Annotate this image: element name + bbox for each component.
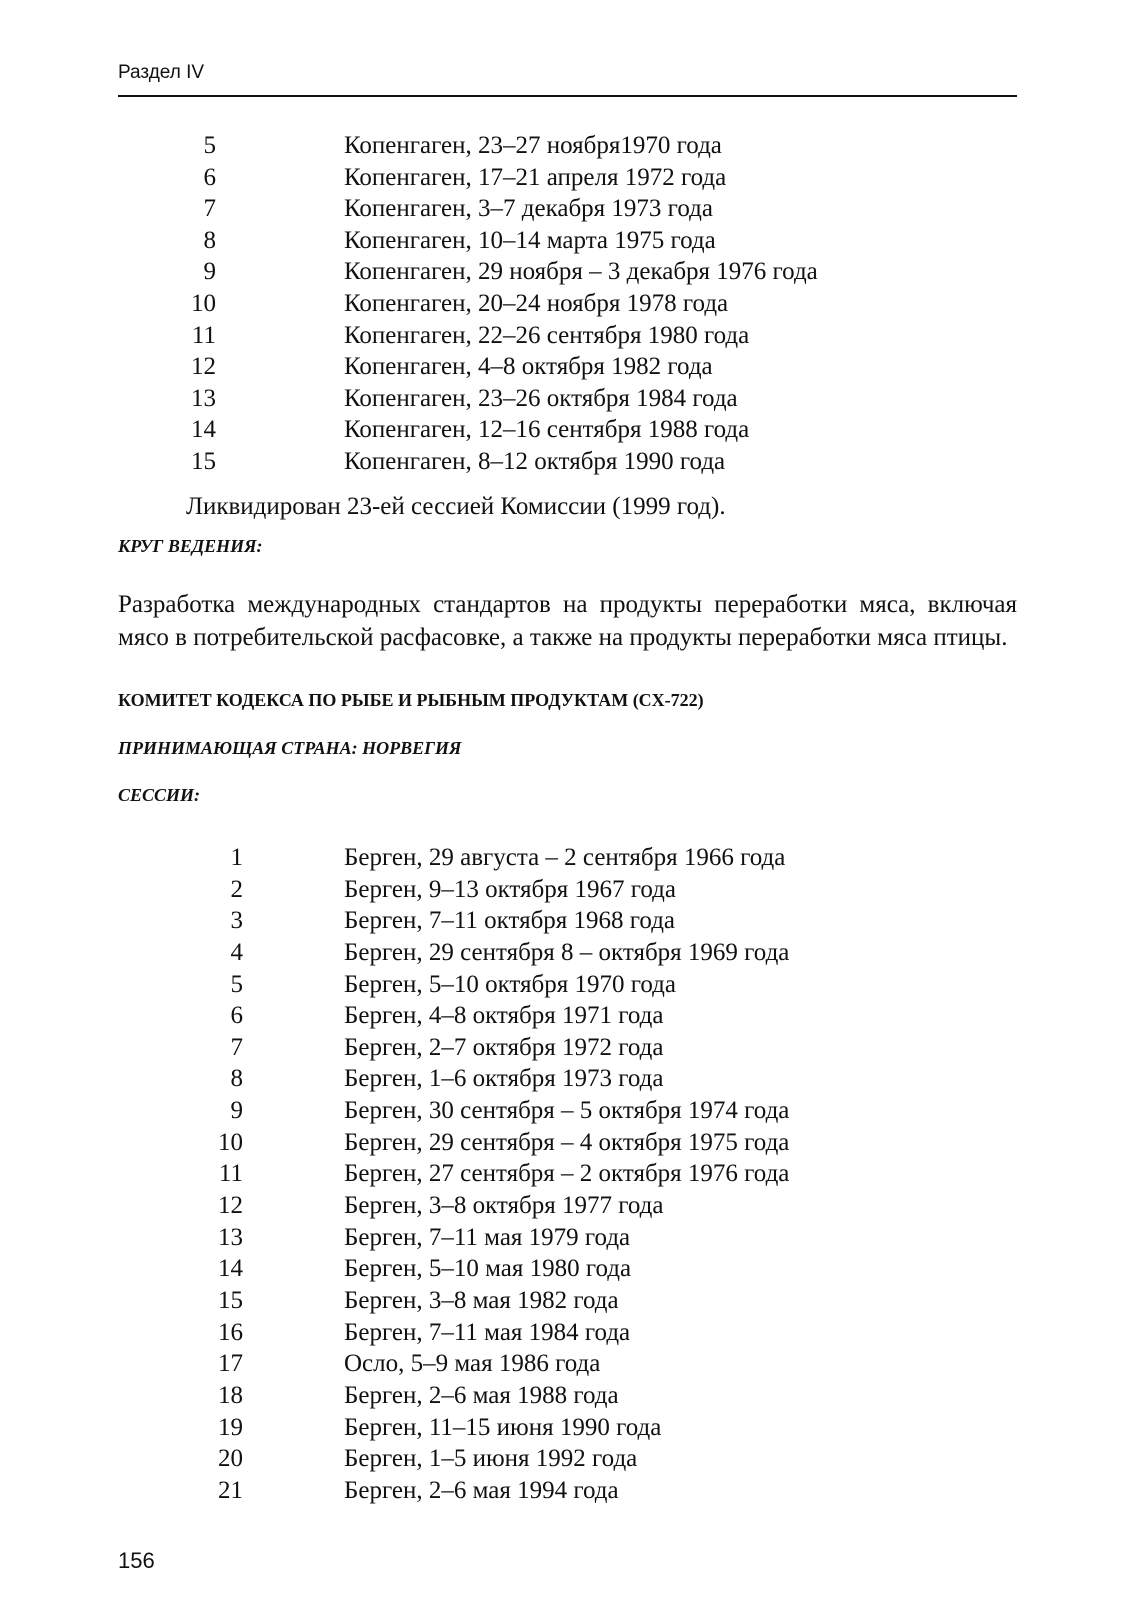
session-row bbox=[0, 1095, 1132, 1127]
session-row bbox=[0, 320, 1132, 352]
session-location-date: Берген, 29 сентября 8 – октября 1969 года bbox=[344, 938, 790, 966]
session-number: 9 bbox=[203, 258, 216, 286]
session-location-date: Копенгаген, 17–21 апреля 1972 года bbox=[344, 163, 727, 191]
session-row bbox=[0, 383, 1132, 415]
committee-heading: КОМИТЕТ КОДЕКСА ПО РЫБЕ И РЫБНЫМ ПРОДУКТАМ (CX-722) bbox=[118, 690, 704, 710]
session-number: 10 bbox=[191, 289, 216, 317]
bergen-sessions-list bbox=[0, 842, 1132, 1506]
session-number: 12 bbox=[191, 353, 216, 381]
copenhagen-sessions-list bbox=[0, 130, 1132, 478]
session-number: 13 bbox=[191, 384, 216, 412]
session-row bbox=[0, 414, 1132, 446]
session-location-date: Копенгаген, 8–12 октября 1990 года bbox=[344, 447, 726, 475]
session-row bbox=[0, 1475, 1132, 1507]
session-row bbox=[0, 225, 1132, 257]
session-row bbox=[0, 842, 1132, 874]
session-number: 15 bbox=[191, 447, 216, 475]
session-row bbox=[0, 1032, 1132, 1064]
session-row bbox=[0, 446, 1132, 478]
session-number: 17 bbox=[218, 1350, 243, 1378]
session-row bbox=[0, 874, 1132, 906]
session-number: 8 bbox=[203, 226, 216, 254]
session-number: 20 bbox=[218, 1445, 243, 1473]
session-row bbox=[0, 1380, 1132, 1412]
session-number: 12 bbox=[218, 1192, 243, 1220]
session-row bbox=[0, 288, 1132, 320]
session-row bbox=[0, 1412, 1132, 1444]
session-location-date: Берген, 3–8 мая 1982 года bbox=[344, 1286, 619, 1314]
session-number: 3 bbox=[230, 907, 243, 935]
session-number: 5 bbox=[203, 132, 216, 159]
session-row bbox=[0, 1190, 1132, 1222]
session-location-date: Копенгаген, 10–14 марта 1975 года bbox=[344, 226, 716, 254]
session-location-date: Берген, 5–10 октября 1970 года bbox=[344, 970, 676, 998]
session-row bbox=[0, 905, 1132, 937]
session-number: 8 bbox=[230, 1065, 243, 1093]
sessions-heading: СЕССИИ: bbox=[118, 785, 201, 805]
session-location-date: Берген, 5–10 мая 1980 года bbox=[344, 1255, 632, 1283]
session-location-date: Копенгаген, 12–16 сентября 1988 года bbox=[344, 416, 750, 444]
session-row bbox=[0, 1348, 1132, 1380]
session-number: 19 bbox=[218, 1413, 243, 1441]
session-location-date: Берген, 3–8 октября 1977 года bbox=[344, 1192, 664, 1220]
session-number: 5 bbox=[230, 970, 243, 998]
header-rule bbox=[118, 95, 1017, 97]
session-location-date: Берген, 1–6 октября 1973 года bbox=[344, 1065, 664, 1093]
session-number: 2 bbox=[230, 875, 243, 903]
session-location-date: Берген, 30 сентября – 5 октября 1974 года bbox=[344, 1097, 790, 1125]
session-location-date: Копенгаген, 23–27 ноября1970 года bbox=[344, 132, 722, 159]
session-row bbox=[0, 1317, 1132, 1349]
session-location-date: Берген, 2–6 мая 1994 года bbox=[344, 1476, 619, 1504]
session-row bbox=[0, 351, 1132, 383]
running-header: Раздел IV bbox=[118, 62, 205, 83]
session-location-date: Копенгаген, 29 ноября – 3 декабря 1976 года bbox=[344, 258, 818, 286]
page-number: 156 bbox=[118, 1548, 155, 1573]
session-row bbox=[0, 193, 1132, 225]
session-row bbox=[0, 130, 1132, 162]
session-row bbox=[0, 256, 1132, 288]
session-location-date: Берген, 7–11 мая 1984 года bbox=[344, 1318, 631, 1346]
session-row bbox=[0, 1443, 1132, 1475]
session-location-date: Берген, 29 августа – 2 сентября 1966 года bbox=[344, 844, 786, 871]
session-number: 14 bbox=[191, 416, 216, 444]
session-row bbox=[0, 937, 1132, 969]
session-row bbox=[0, 1000, 1132, 1032]
scope-paragraph: Разработка международных стандартов на продукты переработки мяса, включая мясо в потребительской расфасовке, а также на продукты переработки мяса птицы. bbox=[118, 591, 1017, 651]
session-row bbox=[0, 1158, 1132, 1190]
session-row bbox=[0, 1063, 1132, 1095]
session-location-date: Копенгаген, 20–24 ноября 1978 года bbox=[344, 289, 729, 317]
session-location-date: Берген, 7–11 мая 1979 года bbox=[344, 1223, 631, 1251]
session-number: 15 bbox=[218, 1286, 243, 1314]
session-row bbox=[0, 969, 1132, 1001]
session-location-date: Копенгаген, 3–7 декабря 1973 года bbox=[344, 195, 713, 223]
session-location-date: Копенгаген, 4–8 октября 1982 года bbox=[344, 353, 713, 381]
session-number: 21 bbox=[218, 1476, 243, 1504]
session-location-date: Берген, 2–6 мая 1988 года bbox=[344, 1381, 619, 1409]
session-number: 7 bbox=[203, 195, 216, 223]
session-location-date: Копенгаген, 22–26 сентября 1980 года bbox=[344, 321, 750, 349]
session-location-date: Берген, 9–13 октября 1967 года bbox=[344, 875, 676, 903]
session-number: 7 bbox=[230, 1033, 243, 1061]
session-row bbox=[0, 1253, 1132, 1285]
session-location-date: Осло, 5–9 мая 1986 года bbox=[344, 1350, 601, 1378]
session-row bbox=[0, 162, 1132, 194]
session-row bbox=[0, 1285, 1132, 1317]
liquidation-note: Ликвидирован 23-ей сессией Комиссии (1999 год). bbox=[186, 493, 726, 520]
session-number: 4 bbox=[230, 938, 243, 966]
session-location-date: Берген, 4–8 октября 1971 года bbox=[344, 1002, 664, 1030]
session-location-date: Копенгаген, 23–26 октября 1984 года bbox=[344, 384, 738, 412]
session-location-date: Берген, 7–11 октября 1968 года bbox=[344, 907, 676, 935]
session-number: 6 bbox=[230, 1002, 243, 1030]
session-number: 10 bbox=[218, 1128, 243, 1156]
scope-heading: КРУГ ВЕДЕНИЯ: bbox=[118, 536, 263, 556]
session-number: 6 bbox=[203, 163, 216, 191]
host-country-heading: ПРИНИМАЮЩАЯ СТРАНА: НОРВЕГИЯ bbox=[118, 738, 462, 758]
session-number: 16 bbox=[218, 1318, 243, 1346]
session-location-date: Берген, 1–5 июня 1992 года bbox=[344, 1445, 638, 1473]
session-number: 14 bbox=[218, 1255, 243, 1283]
session-row bbox=[0, 1222, 1132, 1254]
session-location-date: Берген, 29 сентября – 4 октября 1975 года bbox=[344, 1128, 790, 1156]
session-number: 18 bbox=[218, 1381, 243, 1409]
session-number: 13 bbox=[218, 1223, 243, 1251]
session-number: 11 bbox=[218, 1160, 243, 1188]
session-location-date: Берген, 2–7 октября 1972 года bbox=[344, 1033, 664, 1061]
session-number: 11 bbox=[191, 321, 216, 349]
session-number: 1 bbox=[230, 844, 243, 871]
session-location-date: Берген, 27 сентября – 2 октября 1976 года bbox=[344, 1160, 790, 1188]
session-number: 9 bbox=[230, 1097, 243, 1125]
session-location-date: Берген, 11–15 июня 1990 года bbox=[344, 1413, 662, 1441]
session-row bbox=[0, 1127, 1132, 1159]
